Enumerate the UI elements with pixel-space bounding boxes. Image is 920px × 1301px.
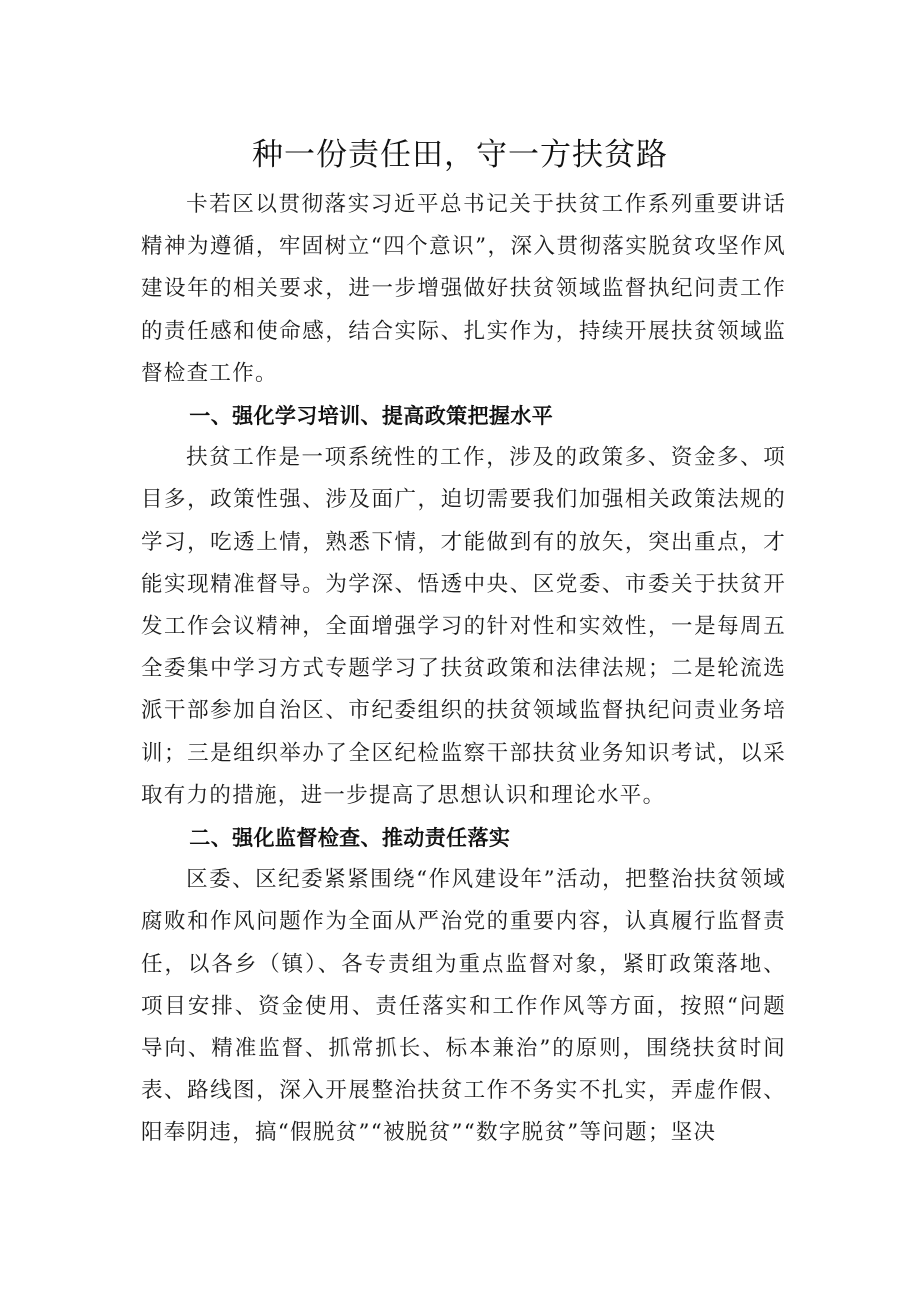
section-2-paragraph: 区委、区纪委紧紧围绕“作风建设年”活动，把整治扶贫领域腐败和作风问题作为全面从严治党的重要内容，认真履行监督责任，以各乡（镇）、各专责组为重点监督对象，紧盯政策落地、项目安排、资金使用、责任落实和工作作风等方面，按照“问题导向、精准监督、抓常抓长、标本兼治”的原则，围绕扶贫时间表、路线图，深入开展整治扶贫工作不务实不扎实，弄虚作假、阳奉阴违，搞“假脱贫”“被脱贫”“数字脱贫”等问题；坚决 [141,867,786,1146]
document-body [141,184,786,1155]
section-2-heading: 二、强化监督检查、推动责任落实 [189,826,511,851]
intro-paragraph: 卡若区以贯彻落实习近平总书记关于扶贫工作系列重要讲话精神为遵循，牢固树立“四个意识”，深入贯彻落实脱贫攻坚作风建设年的相关要求，进一步增强做好扶贫领域监督执纪问责工作的责任感和使命感，结合实际、扎实作为，持续开展扶贫领域监督检查工作。 [141,192,786,386]
section-1-paragraph: 扶贫工作是一项系统性的工作，涉及的政策多、资金多、项目多，政策性强、涉及面广，迫切需要我们加强相关政策法规的学习，吃透上情，熟悉下情，才能做到有的放矢，突出重点，才能实现精准督导。为学深、悟透中央、区党委、市委关于扶贫开发工作会议精神，全面增强学习的针对性和实效性，一是每周五全委集中学习方式专题学习了扶贫政策和法律法规；二是轮流选派干部参加自治区、市纪委组织的扶贫领域监督执纪问责业务培训；三是组织举办了全区纪检监察干部扶贫业务知识考试，以采取有力的措施，进一步提高了思想认识和理论水平。 [141,445,786,808]
section-1-heading: 一、强化学习培训、提高政策把握水平 [189,404,554,429]
document-title: 种一份责任田，守一方扶贫路 [252,136,668,173]
